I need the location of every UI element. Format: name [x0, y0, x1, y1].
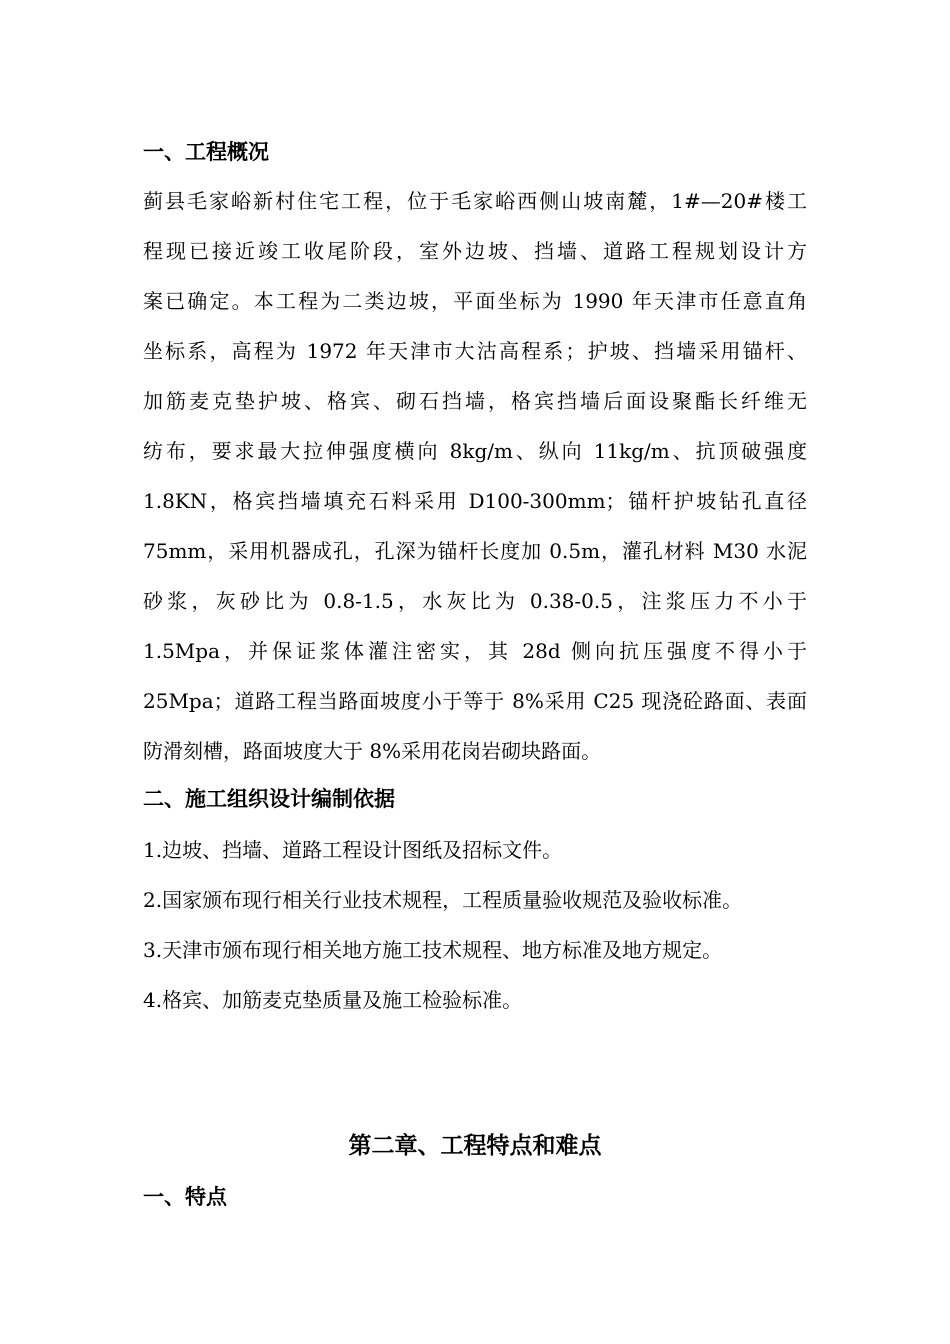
paragraph-line: 纺布，要求最大拉伸强度横向 8kg/m、纵向 11kg/m、抗顶破强度 [143, 439, 807, 463]
paragraph-line: 程现已接近竣工收尾阶段，室外边坡、挡墙、道路工程规划设计方 [143, 239, 807, 263]
paragraph-line: 案已确定。本工程为二类边坡，平面坐标为 1990 年天津市任意直角 [143, 289, 807, 313]
paragraph-line: 蓟县毛家峪新村住宅工程，位于毛家峪西侧山坡南麓，1#—20#楼工 [143, 189, 807, 213]
paragraph-line: 25Mpa；道路工程当路面坡度小于等于 8%采用 C25 现浇砼路面、表面 [143, 689, 807, 713]
paragraph-line: 加筋麦克垫护坡、格宾、砌石挡墙，格宾挡墙后面设聚酯长纤维无 [143, 389, 807, 413]
paragraph-line: 砂浆，灰砂比为 0.8-1.5，水灰比为 0.38-0.5，注浆压力不小于 [143, 589, 807, 613]
section-heading-features: 一、特点 [143, 1184, 227, 1209]
section-heading-overview: 一、工程概况 [143, 139, 269, 164]
basis-list-item: 2.国家颁布现行相关行业技术规程，工程质量验收规范及验收标准。 [143, 888, 743, 912]
section-heading-basis: 二、施工组织设计编制依据 [143, 786, 395, 811]
paragraph-line: 1.8KN，格宾挡墙填充石料采用 D100-300mm；锚杆护坡钻孔直径 [143, 489, 807, 513]
basis-list-item: 4.格宾、加筋麦克垫质量及施工检验标准。 [143, 988, 523, 1012]
paragraph-line: 防滑刻槽，路面坡度大于 8%采用花岗岩砌块路面。 [143, 739, 602, 763]
basis-list-item: 3.天津市颁布现行相关地方施工技术规程、地方标准及地方规定。 [143, 938, 723, 962]
paragraph-line: 1.5Mpa，并保证浆体灌注密实，其 28d 侧向抗压强度不得小于 [143, 639, 807, 663]
chapter-title: 第二章、工程特点和难点 [348, 1132, 602, 1159]
paragraph-line: 坐标系，高程为 1972 年天津市大沽高程系；护坡、挡墙采用锚杆、 [143, 339, 807, 363]
basis-list-item: 1.边坡、挡墙、道路工程设计图纸及招标文件。 [143, 838, 563, 862]
paragraph-line: 75mm，采用机器成孔，孔深为锚杆长度加 0.5m，灌孔材料 M30 水泥 [143, 539, 807, 563]
